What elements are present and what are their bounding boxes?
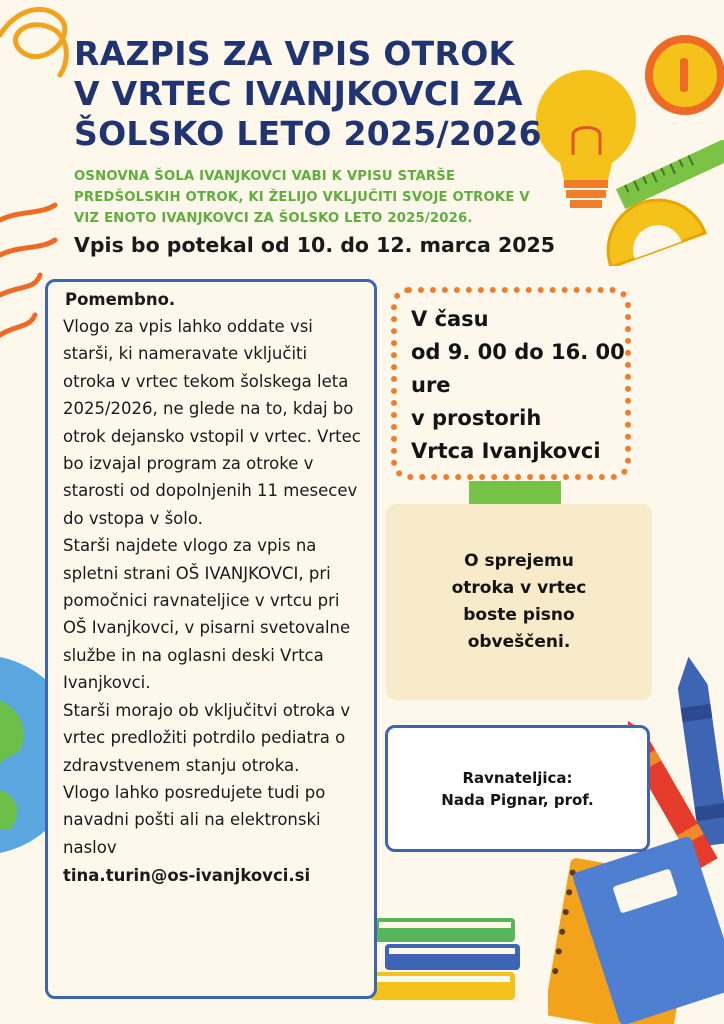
notice-box [386,504,652,700]
page-title: RAZPIS ZA VPIS OTROK V VRTEC IVANJKOVCI ZA ŠOLSKO LETO 2025/2026 [74,34,542,153]
magnifier-icon [640,30,724,130]
time-line-1: V času [411,307,489,331]
important-paragraph-4: Vlogo lahko posredujete tudi po navadni pošti ali na elektronski naslov [63,782,326,857]
notice-line-1: O sprejemu [464,551,574,571]
time-line-2: od 9. 00 do 16. 00 [411,340,625,364]
squiggle-icon [0,0,80,90]
notice-line-4: obveščeni. [467,632,571,652]
signature-name: Nada Pignar, prof. [441,790,594,809]
time-line-3: ure [411,373,451,397]
time-line-4: v prostorih [411,406,542,430]
signature-role: Ravnateljica: [462,768,573,787]
time-location-box [391,287,631,480]
important-info-box [45,279,377,999]
contact-email[interactable]: tina.turin@os-ivanjkovci.si [63,866,311,886]
notice-line-2: otroka v vrtec [451,578,587,598]
protractor-icon [598,196,708,266]
tape-decoration [469,481,561,506]
notice-line-3: boste pisno [463,605,575,625]
time-line-5: Vrtca Ivanjkovci [411,439,601,463]
important-paragraph-1: Vlogo za vpis lahko oddate vsi starši, ki nameravate vključiti otroka v vrtec tekom šolskega leta 2025/2026, ne glede na to, kdaj bo otrok dejansko vstopil v vrtec. Vrtec bo izvajal program za otroke v starosti od dopolnjenih 11 mesecev do vstopa v šolo. [63,317,361,528]
signature-box [385,725,650,852]
important-heading: Pomembno. [65,290,176,309]
invitation-subtitle: OSNOVNA ŠOLA IVANJKOVCI VABI K VPISU STARŠE PREDŠOLSKIH OTROK, KI ŽELIJO VKLJUČITI SVOJE OTROKE V VIZ ENOTO IVANJKOVCI ZA ŠOLSKO LETO 2025/2026. [74,169,530,226]
notebook-icon [548,830,724,1024]
enrollment-dates: Vpis bo potekal od 10. do 12. marca 2025 [74,233,556,257]
important-paragraph-2: Starši najdete vlogo za vpis na spletni strani OŠ IVANJKOVCI, pri pomočnici ravnateljice v vrtcu pri OŠ Ivanjkovci, v pisarni svetovalne službe in na oglasni deski Vrtca Ivanjkovci. [63,536,351,693]
important-paragraph-3: Starši morajo ob vključitvi otroka v vrtec predložiti potrdilo pediatra o zdravstvenem stanju otroka. [63,700,351,775]
books-icon [365,908,535,1024]
globe-icon [0,640,46,870]
